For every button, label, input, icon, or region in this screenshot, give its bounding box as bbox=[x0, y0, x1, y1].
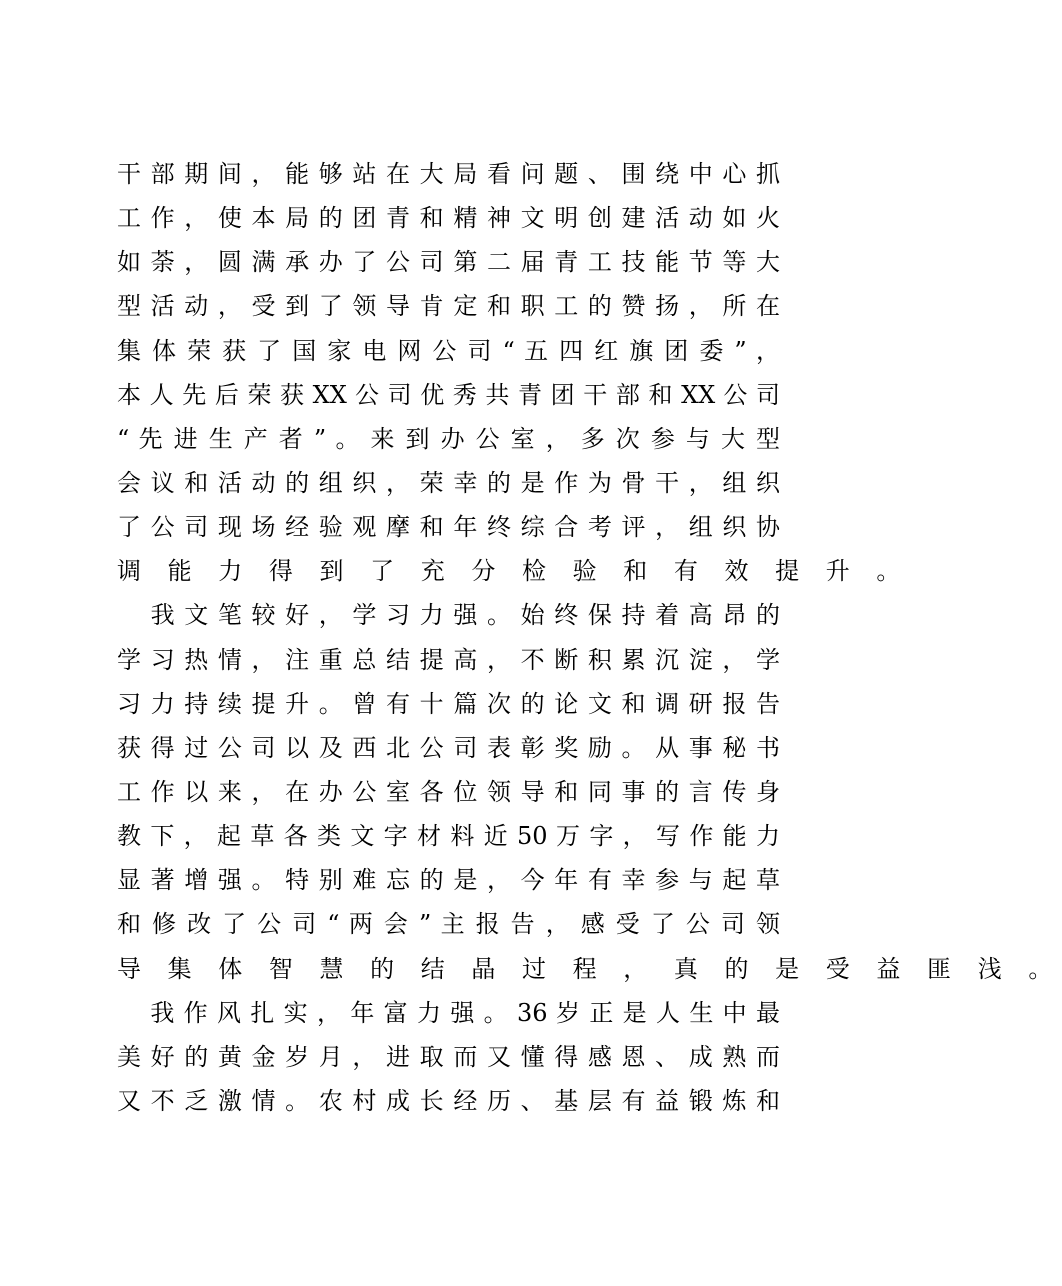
text-line: 显 著 增 强 。 特 别 难 忘 的 是 ， 今 年 有 幸 参 与 起 草 bbox=[117, 866, 780, 895]
text-line: 干 部 期 间 ， 能 够 站 在 大 局 看 问 题 、 围 绕 中 心 抓 bbox=[117, 160, 780, 188]
text-line: “ 先 进 生 产 者 ” 。 来 到 办 公 室 ， 多 次 参 与 大 型 bbox=[117, 424, 780, 453]
text-line: 了 公 司 现 场 经 验 观 摩 和 年 终 综 合 考 评 ， 组 织 协 bbox=[117, 513, 780, 542]
paragraph-end-line: 导 集 体 智 慧 的 结 晶 过 程 ， 真 的 是 受 益 匪 浅 。 bbox=[117, 954, 1062, 983]
text-line: 本 人 先 后 荣 获 XX 公 司 优 秀 共 青 团 干 部 和 XX 公 司 bbox=[117, 380, 780, 409]
body-text bbox=[117, 152, 1062, 1123]
text-line: 美 好 的 黄 金 岁 月 ， 进 取 而 又 懂 得 感 恩 、 成 熟 而 bbox=[117, 1042, 780, 1071]
text-line: 型 活 动 ， 受 到 了 领 导 肯 定 和 职 工 的 赞 扬 ， 所 在 bbox=[117, 292, 780, 321]
text-line: 学 习 热 情 ， 注 重 总 结 提 高 ， 不 断 积 累 沉 淀 ， 学 bbox=[117, 645, 780, 674]
text-line: 工 作 ， 使 本 局 的 团 青 和 精 神 文 明 创 建 活 动 如 火 bbox=[117, 204, 780, 233]
paragraph-end-line: 调 能 力 得 到 了 充 分 检 验 和 有 效 提 升 。 bbox=[117, 557, 910, 586]
text-line: 获 得 过 公 司 以 及 西 北 公 司 表 彰 奖 励 。 从 事 秘 书 bbox=[117, 733, 780, 762]
text-line: 会 议 和 活 动 的 组 织 ， 荣 幸 的 是 作 为 骨 干 ， 组 织 bbox=[117, 468, 780, 497]
text-line: 又 不 乏 激 情 。 农 村 成 长 经 历 、 基 层 有 益 锻 炼 和 bbox=[117, 1086, 780, 1115]
text-line: 和 修 改 了 公 司 “ 两 会 ” 主 报 告 ， 感 受 了 公 司 领 bbox=[117, 910, 780, 939]
paragraph-first-line: 我 文 笔 较 好 ， 学 习 力 强 。 始 终 保 持 着 高 昂 的 bbox=[117, 601, 780, 630]
text-line: 如 荼 ， 圆 满 承 办 了 公 司 第 二 届 青 工 技 能 节 等 大 bbox=[117, 248, 780, 277]
text-line: 教 下 ， 起 草 各 类 文 字 材 料 近 50 万 字 ， 写 作 能 力 bbox=[117, 822, 780, 851]
text-line: 集 体 荣 获 了 国 家 电 网 公 司 “ 五 四 红 旗 团 委 ” ， bbox=[117, 336, 780, 365]
text-line: 工 作 以 来 ， 在 办 公 室 各 位 领 导 和 同 事 的 言 传 身 bbox=[117, 777, 780, 806]
text-line: 习 力 持 续 提 升 。 曾 有 十 篇 次 的 论 文 和 调 研 报 告 bbox=[117, 689, 780, 718]
paragraph-first-line: 我 作 风 扎 实 ， 年 富 力 强 。 36 岁 正 是 人 生 中 最 bbox=[117, 998, 780, 1027]
